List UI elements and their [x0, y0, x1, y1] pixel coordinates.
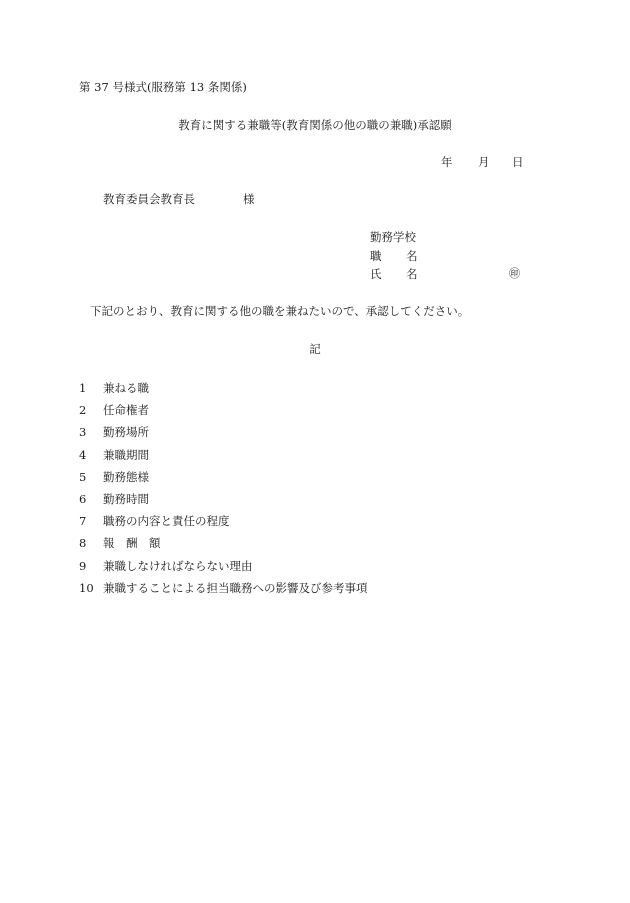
- item-number: 9: [79, 558, 87, 573]
- item-label: 報 酬 額: [103, 536, 161, 551]
- item-label: 勤務場所: [103, 425, 149, 440]
- item-number: 3: [79, 425, 87, 440]
- item-number: 4: [79, 447, 87, 462]
- item-number: 8: [79, 536, 87, 551]
- ki-heading: 記: [309, 342, 321, 356]
- position-label-char: 職: [370, 249, 382, 263]
- item-label: 兼職期間: [103, 447, 149, 462]
- item-label: 兼職することによる担当職務への影響及び参考事項: [103, 580, 368, 595]
- document-title: 教育に関する兼職等(教育関係の他の職の兼職)承認願: [178, 118, 452, 132]
- addressee-honorific: 様: [243, 192, 255, 206]
- request-body-text: 下記のとおり、教育に関する他の職を兼ねたいので、承認してください。: [90, 304, 470, 318]
- item-label: 任命権者: [103, 403, 149, 418]
- item-label: 勤務態様: [103, 469, 149, 484]
- item-number: 5: [79, 469, 87, 484]
- item-number: 6: [79, 492, 87, 506]
- form-number: 第 37 号様式(服務第 13 条関係): [79, 80, 247, 94]
- item-label: 兼ねる職: [103, 381, 149, 395]
- addressee-name: 教育委員会教育長: [103, 192, 195, 206]
- date-day-label: 日: [512, 155, 524, 169]
- name-label-char: 名: [406, 267, 418, 281]
- date-year-label: 年: [441, 155, 453, 169]
- school-label: 勤務学校: [370, 230, 416, 244]
- date-month-label: 月: [478, 155, 490, 169]
- item-label: 勤務時間: [103, 492, 149, 506]
- name-label-char: 氏: [370, 267, 382, 281]
- item-number: 1: [79, 381, 87, 395]
- item-label: 兼職しなければならない理由: [103, 558, 253, 573]
- position-label-char: 名: [406, 249, 418, 263]
- item-number: 7: [79, 514, 87, 529]
- seal-mark: ㊞: [509, 267, 520, 280]
- item-number: 10: [79, 580, 94, 595]
- item-number: 2: [79, 403, 87, 418]
- item-label: 職務の内容と責任の程度: [103, 514, 230, 529]
